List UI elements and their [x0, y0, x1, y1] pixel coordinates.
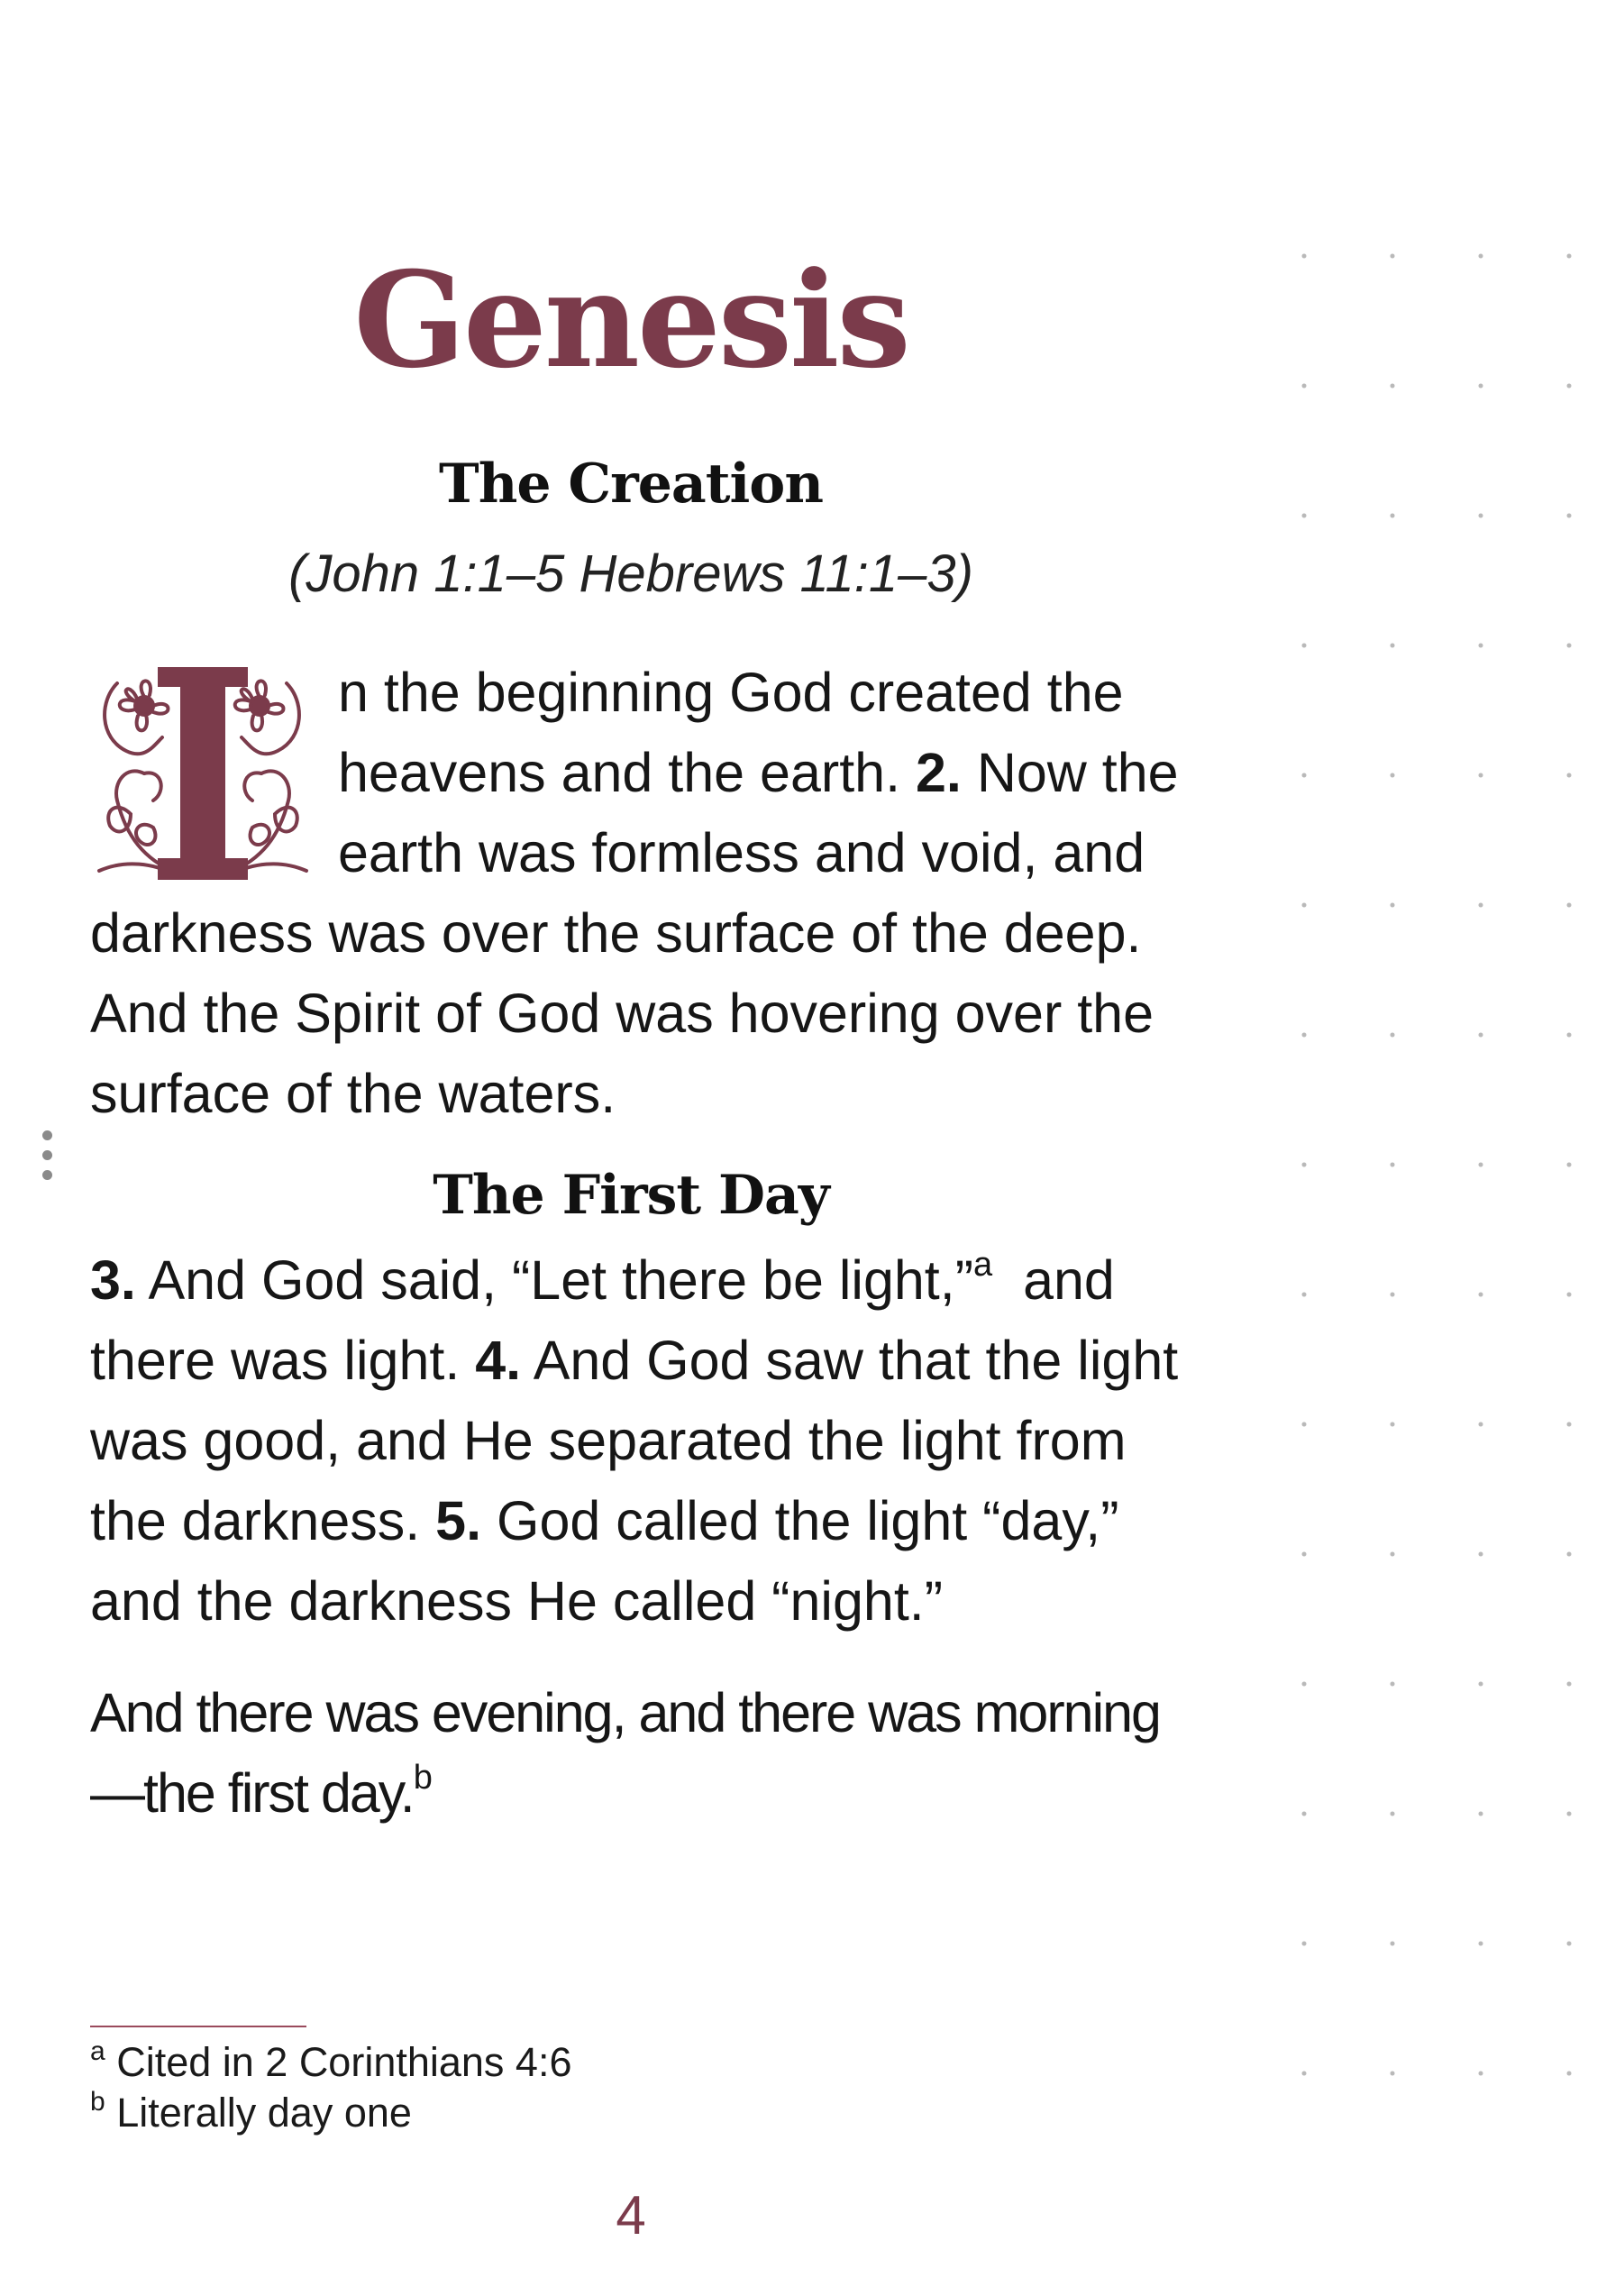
text-segment: God called the light “day,”: [497, 1490, 1119, 1551]
paragraph-continuation: [90, 893, 1217, 1134]
footnote-marker-b[interactable]: b: [413, 1759, 431, 1797]
text-segment: And God saw that the light: [533, 1330, 1179, 1391]
text-segment: And God said, “Let there be light,”: [148, 1249, 974, 1311]
text-segment: Now the: [976, 742, 1179, 803]
dot-grid-margin: [1242, 180, 1597, 2163]
page-title: Genesis: [353, 242, 908, 398]
footnote-item: [90, 2037, 572, 2088]
footnote-item: [90, 2088, 572, 2138]
text-line: darkness was over the surface of the deep.: [90, 902, 1142, 964]
verse-number: 5.: [435, 1490, 482, 1551]
verse-number: 3.: [90, 1249, 136, 1311]
paragraph-opening: [338, 653, 1203, 893]
text-line: [90, 1240, 1217, 1321]
text-line: [90, 1321, 1217, 1401]
text-segment: —the first day.: [90, 1762, 414, 1824]
footnote-text: Cited in 2 Corinthians 4:6: [116, 2039, 572, 2085]
page-number: 4: [616, 2185, 646, 2246]
section-heading-first-day: The First Day: [433, 1164, 829, 1227]
text-line: [338, 733, 1203, 813]
text-segment: the darkness.: [90, 1490, 421, 1551]
footnote-marker: b: [90, 2087, 105, 2117]
illuminated-drop-cap-icon: [90, 654, 315, 883]
footnote-marker-a[interactable]: a: [973, 1246, 993, 1284]
footnote-divider: [90, 2026, 306, 2027]
paragraph-first-day: [90, 1240, 1217, 1642]
verse-number: 2.: [915, 742, 962, 803]
footnote-text: Literally day one: [116, 2090, 412, 2136]
text-segment: there was light.: [90, 1330, 461, 1391]
text-line: [90, 1753, 1217, 1834]
text-line: was good, and He separated the light from: [90, 1410, 1127, 1471]
text-line: and the darkness He called “night.”: [90, 1570, 944, 1632]
section-heading-creation: The Creation: [439, 453, 823, 516]
verse-number: 4.: [475, 1330, 522, 1391]
text-line: [90, 1481, 1217, 1561]
drop-cap-letter: I: [90, 654, 95, 669]
footnotes: [90, 2037, 572, 2138]
cross-references: (John 1:1–5 Hebrews 11:1–3): [288, 544, 973, 603]
footnote-marker: a: [90, 2036, 105, 2066]
text-line: n the beginning God created the: [338, 662, 1124, 723]
text-segment: heavens and the earth.: [338, 742, 901, 803]
text-line: earth was formless and void, and: [338, 822, 1145, 883]
text-line: surface of the waters.: [90, 1063, 616, 1124]
text-line: And the Spirit of God was hovering over the: [90, 983, 1154, 1044]
text-line: And there was evening, and there was morning: [90, 1682, 1160, 1743]
paragraph-closing: [90, 1673, 1217, 1834]
text-segment: and: [1023, 1249, 1115, 1311]
